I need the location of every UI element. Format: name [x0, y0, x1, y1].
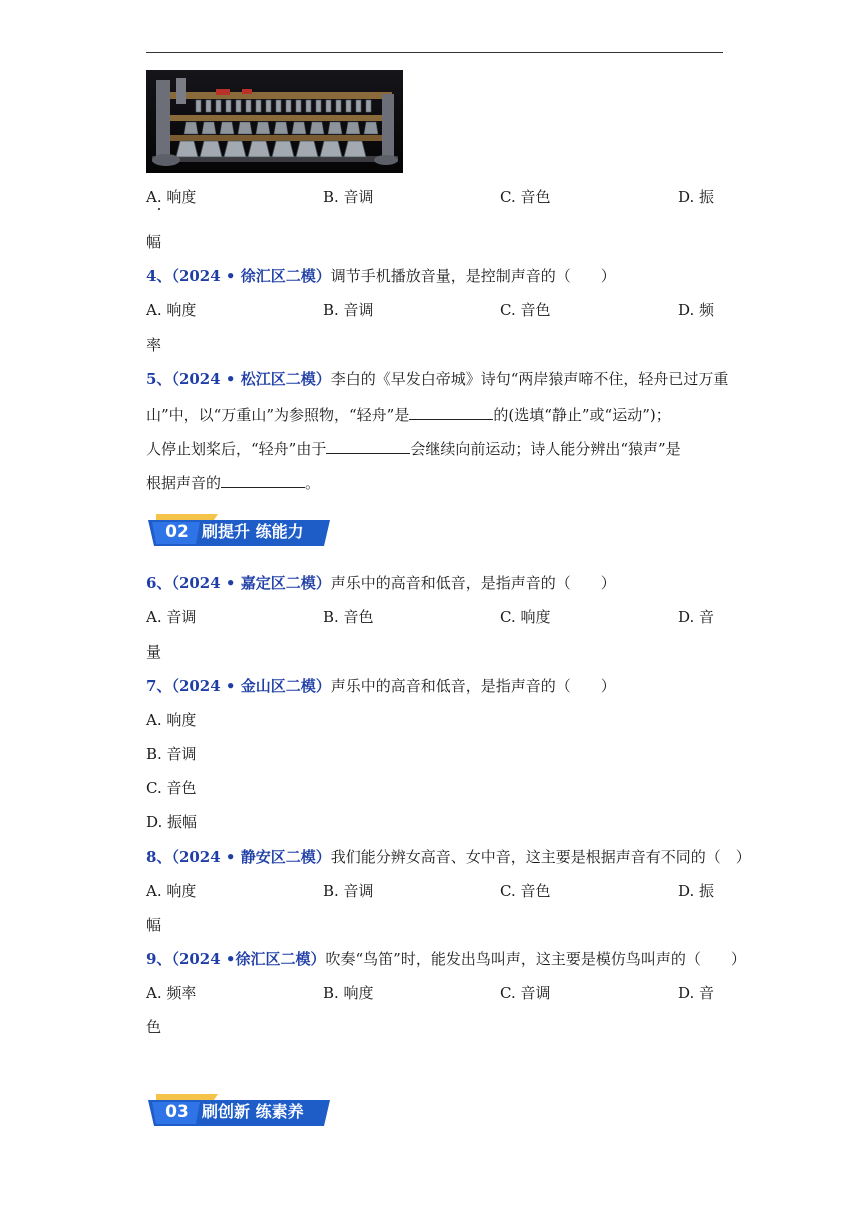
q8-option-b: B. 音调	[323, 882, 374, 900]
header-rule	[146, 52, 723, 53]
q9-option-d: D. 音	[678, 984, 715, 1002]
question-4-stem	[146, 266, 616, 286]
q8-source: （2024 • 静安区二模）	[171, 848, 331, 866]
q5-blank-1[interactable]	[409, 403, 493, 420]
q3-option-b: B. 音调	[323, 188, 374, 206]
q6-option-c: C. 响度	[500, 608, 551, 626]
q3-option-a: A. 响度	[146, 188, 197, 206]
q7-source: （2024 • 金山区二模）	[171, 677, 331, 695]
q6-option-d: D. 音	[678, 608, 715, 626]
section-header-03	[148, 1090, 348, 1130]
q8-text: 我们能分辨女高音、女中音，这主要是根据声音有不同的（ ）	[330, 848, 751, 866]
q9-option-c: C. 音调	[500, 984, 551, 1002]
q7-option-c: C. 音色	[146, 779, 197, 797]
q7-option-d: D. 振幅	[146, 813, 198, 831]
q7-number: 7、	[146, 677, 172, 695]
chime-bells-graphic	[146, 70, 403, 173]
q8-option-c: C. 音色	[500, 882, 551, 900]
q4-option-b: B. 音调	[323, 301, 374, 319]
q7-option-b: B. 音调	[146, 745, 197, 763]
q4-text: 调节手机播放音量，是控制声音的（ ）	[330, 267, 616, 285]
q8-option-a: A. 响度	[146, 882, 197, 900]
q8-option-d-wrap: 幅	[146, 916, 162, 934]
q3-option-d-wrap: 幅	[146, 233, 162, 251]
question-7-stem	[146, 676, 616, 696]
question-5-line-2	[146, 403, 671, 423]
q8-option-d: D. 振	[678, 882, 715, 900]
section-02-title: 刷提升 练能力	[202, 522, 304, 541]
q6-text: 声乐中的高音和低音，是指声音的（ ）	[330, 574, 616, 592]
q3-option-c: C. 音色	[500, 188, 551, 206]
q4-option-a: A. 响度	[146, 301, 197, 319]
section-header-02	[148, 510, 348, 550]
question-6-stem	[146, 573, 616, 593]
q6-option-d-wrap: 量	[146, 643, 162, 661]
q5-number: 5、	[146, 370, 172, 388]
section-03-number: 03	[165, 1102, 189, 1122]
q9-option-a: A. 频率	[146, 984, 197, 1002]
q4-number: 4、	[146, 267, 172, 285]
q4-option-d: D. 频	[678, 301, 715, 319]
q4-source: （2024 • 徐汇区二模）	[171, 267, 331, 285]
q4-option-c: C. 音色	[500, 301, 551, 319]
q5-source: （2024 • 松江区二模）	[171, 370, 331, 388]
q5-blank-3[interactable]	[221, 471, 305, 488]
q5-text-3b: 会继续向前运动；诗人能分辨出“猿声”是	[410, 440, 681, 458]
q6-number: 6、	[146, 574, 172, 592]
q6-option-b: B. 音色	[323, 608, 374, 626]
q5-text-1: 李白的《早发白帝城》诗句“两岸猿声啼不住，轻舟已过万重	[330, 370, 729, 388]
q9-option-b: B. 响度	[323, 984, 374, 1002]
q5-text-4b: 。	[305, 474, 321, 492]
question-9-stem	[146, 949, 746, 969]
q6-option-a: A. 音调	[146, 608, 197, 626]
q5-text-2a: 山”中，以“万重山”为参照物，“轻舟”是	[146, 406, 410, 424]
q5-blank-2[interactable]	[326, 437, 410, 454]
q9-text: 吹奏“鸟笛”时，能发出鸟叫声，这主要是模仿鸟叫声的（ ）	[325, 950, 746, 968]
q9-option-d-wrap: 色	[146, 1018, 162, 1036]
section-02-number: 02	[165, 522, 189, 542]
q9-number: 9、	[146, 950, 172, 968]
question-5-line-4	[146, 471, 320, 491]
section-03-title: 刷创新 练素养	[202, 1102, 304, 1121]
q8-number: 8、	[146, 848, 172, 866]
q7-text: 声乐中的高音和低音，是指声音的（ ）	[330, 677, 616, 695]
question-8-stem	[146, 847, 751, 867]
q4-option-d-wrap: 率	[146, 336, 162, 354]
q5-text-4a: 根据声音的	[146, 474, 222, 492]
q5-text-2b: 的(选填“静止”或“运动”)；	[493, 406, 671, 424]
q5-text-3a: 人停止划桨后，“轻舟”由于	[146, 440, 327, 458]
stray-mark	[158, 208, 160, 210]
question-5-line-1	[146, 369, 728, 389]
q9-source: （2024 •徐汇区二模）	[171, 950, 326, 968]
q6-source: （2024 • 嘉定区二模）	[171, 574, 331, 592]
q3-option-d: D. 振	[678, 188, 715, 206]
q7-option-a: A. 响度	[146, 711, 197, 729]
question-5-line-3	[146, 437, 681, 457]
chime-bells-image	[146, 70, 403, 173]
